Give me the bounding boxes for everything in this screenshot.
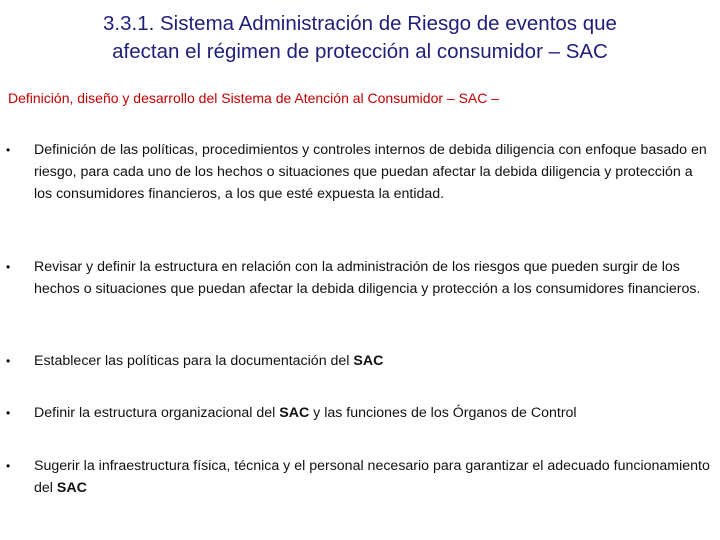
bullet-text-1 [34,139,714,205]
bullet-marker: • [6,143,11,157]
bullet-text-bold-span: SAC [353,353,384,369]
bullet-marker: • [6,406,11,420]
bullet-text-span: Definir la estructura organizacional del [34,405,280,421]
slide-title-line-2: afectan el régimen de protección al consumidor – SAC [112,40,608,63]
bullet-text-2 [34,256,714,300]
bullet-text-span: Definición de las políticas, procedimientos y controles internos de debida diligencia con enfoque basado en riesgo, para cada uno de los hechos o situaciones que puedan afectar la debida diligencia y protección a los consumidores financieros, a los que esté expuesta la entidad. [34,142,707,202]
slide-subtitle: Definición, diseño y desarrollo del Sistema de Atención al Consumidor – SAC – [8,90,500,106]
bullet-text-bold-span: SAC [56,480,87,496]
bullet-text-span: Establecer las políticas para la documentación del [34,353,354,369]
bullet-marker: • [6,459,11,473]
slide-title [40,10,680,66]
bullet-marker: • [6,354,11,368]
bullet-text-span: y las funciones de los Órganos de Control [309,405,577,421]
bullet-marker: • [6,260,11,274]
bullet-text-4 [34,402,714,424]
bullet-text-3 [34,350,714,372]
bullet-text-bold-span: SAC [279,405,310,421]
bullet-text-span: Revisar y definir la estructura en relación con la administración de los riesgos que pueden surgir de los hechos o situaciones que puedan afectar la debida diligencia y protección a los consumidores financieros. [34,259,701,297]
bullet-text-5 [34,455,714,499]
slide-title-line-1: 3.3.1. Sistema Administración de Riesgo de eventos que [103,12,617,35]
bullet-text-span: Sugerir la infraestructura física, técnica y el personal necesario para garantizar el adecuado funcionamiento del [34,458,710,496]
